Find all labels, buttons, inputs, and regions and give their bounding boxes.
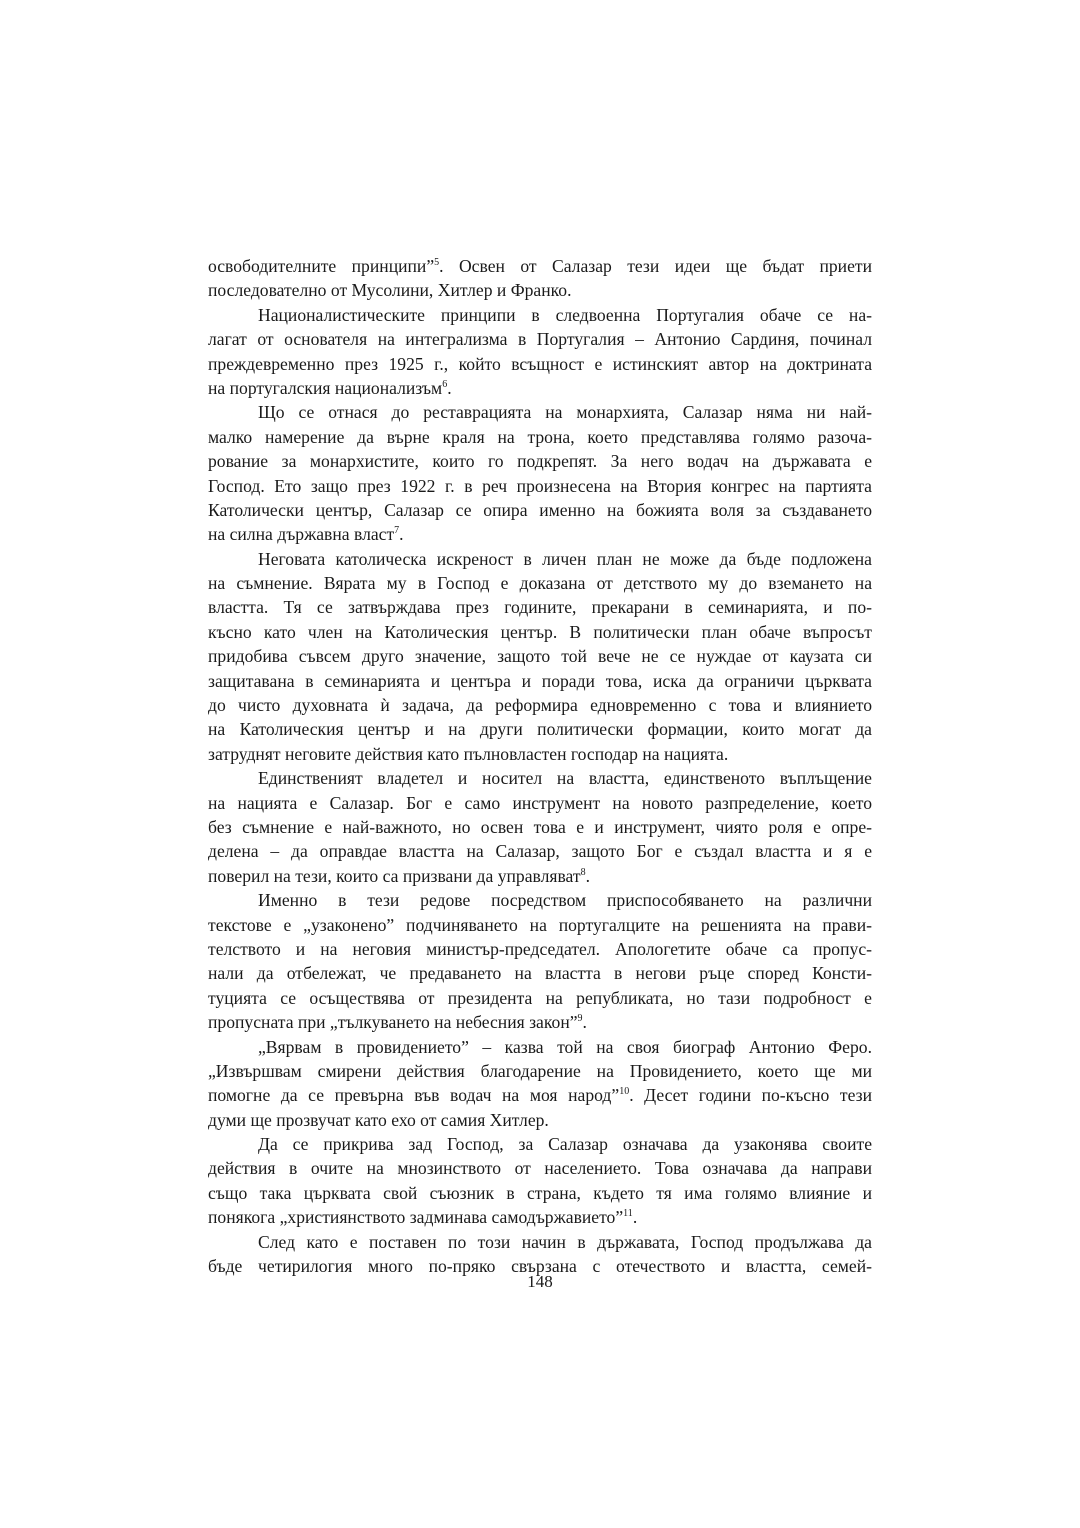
line-text: думи ще прозвучат като ехо от самия Хитлер. (208, 1109, 549, 1130)
text-line (208, 693, 872, 717)
text-line (208, 522, 872, 546)
text-line (208, 644, 872, 668)
line-text: придобива съвсем друго значение, защото той вече не се нуждае от каузата си (208, 646, 872, 667)
line-text: туцията се осъществява от президента на републиката, но тази подробност е (208, 987, 872, 1008)
line-text: текстове е „узаконено” подчиняването на португалците на решенията на прави- (208, 914, 872, 935)
line-text: Неговата католическа искреност в личен план не може да бъде подложена (258, 548, 872, 569)
line-text: „Извършвам смирени действия благодарение на Провидението, което ще ми (208, 1060, 872, 1081)
line-text-after-footnote: . (632, 1207, 638, 1228)
text-line (208, 1156, 872, 1180)
text-line (208, 1230, 872, 1254)
line-text: затруднят неговите действия като пълновластен господар на нацията. (208, 743, 729, 764)
line-text: властта. Тя се затвърждава през годините, прекарани в семинарията, и по- (208, 597, 872, 618)
text-line (208, 1083, 872, 1107)
footnote-marker: 9 (577, 1013, 583, 1025)
text-line (208, 669, 872, 693)
text-line (208, 1181, 872, 1205)
text-line (208, 254, 872, 278)
text-line (208, 620, 872, 644)
line-text: Да се прикрива зад Господ, за Салазар означава да узаконява своите (258, 1134, 872, 1155)
paragraph (208, 303, 872, 401)
line-text: на Католическия център и на други политически формации, които могат да (208, 719, 872, 740)
line-text: на португалския национализъм (208, 377, 443, 398)
text-line (208, 303, 872, 327)
text-line (208, 571, 872, 595)
text-line (208, 278, 872, 302)
line-text: до чисто духовната ѝ задача, да реформира едновременно с това и влиянието (208, 695, 872, 716)
text-line (208, 376, 872, 400)
line-text: на нацията е Салазар. Бог е само инструмент на новото разпределение, което (208, 792, 872, 813)
text-line (208, 449, 872, 473)
line-text: на силна държавна власт (208, 524, 395, 545)
paragraph (208, 1035, 872, 1133)
text-line (208, 961, 872, 985)
line-text: късно като член на Католическия център. В политически план обаче въпросът (208, 621, 872, 642)
text-line (208, 937, 872, 961)
line-text: Националистическите принципи в следвоенна Португалия обаче се на- (258, 304, 872, 325)
text-line (208, 327, 872, 351)
line-text: на съмнение. Вярата му в Господ е доказана от детството му до вземането на (208, 573, 872, 594)
text-line (208, 1059, 872, 1083)
line-text: След като е поставен по този начин в държавата, Господ продължава да (258, 1231, 872, 1252)
line-text: преждевременно през 1925 г., който всъщност е истинският автор на доктрината (208, 353, 872, 374)
line-text: действия в очите на мнозинството от населението. Това означава да направи (208, 1158, 872, 1179)
text-line (208, 864, 872, 888)
text-line (208, 888, 872, 912)
line-text: Именно в тези редове посредством приспособяването на различни (258, 890, 872, 911)
footnote-marker: 5 (434, 257, 440, 269)
paragraph (208, 766, 872, 888)
footnote-marker: 11 (623, 1208, 633, 1220)
text-line (208, 1010, 872, 1034)
line-text: също така църквата свой съюзник в страна, където тя има голямо влияние и (208, 1182, 872, 1203)
line-text-after-footnote: . (399, 524, 404, 545)
line-text-after-footnote: . (447, 377, 452, 398)
line-text: лагат от основателя на интегрализма в Португалия – Антонио Сардиня, починал (208, 329, 872, 350)
line-text: поверил на тези, които са призвани да управляват (208, 865, 581, 886)
line-text: без съмнение е най-важното, но освен това е и инструмент, чиято роля е опре- (208, 816, 872, 837)
line-text: бъде четирилогия много по-пряко свързана с отечеството и властта, семей- (208, 1256, 872, 1277)
line-text: рование за монархистите, които го подкрепят. За него водач на държавата е (208, 451, 872, 472)
paragraph (208, 547, 872, 767)
text-line (208, 815, 872, 839)
body-text (208, 254, 872, 1278)
line-text: делена – да оправдае властта на Салазар, защото Бог е създал властта и я е (208, 841, 872, 862)
line-text-after-footnote: . (585, 865, 591, 886)
line-text: „Вярвам в провидението” – казва той на своя биограф Антонио Феро. (258, 1036, 872, 1057)
text-line (208, 1108, 872, 1132)
text-line (208, 595, 872, 619)
footnote-marker: 6 (442, 379, 448, 391)
text-line (208, 913, 872, 937)
text-line (208, 400, 872, 424)
line-text: помогне да се превърна във водач на моя народ” (208, 1085, 620, 1106)
footnote-marker: 8 (580, 866, 586, 878)
paragraph (208, 1132, 872, 1230)
line-text: Що се отнася до реставрацията на монархията, Салазар няма ни най- (258, 402, 872, 423)
line-text: понякога „християнството задминава самодържавието” (208, 1207, 624, 1228)
line-text: последователно от Мусолини, Хитлер и Франко. (208, 280, 572, 301)
line-text: нали да отбележат, че предаването на властта в негови ръце според Консти- (208, 963, 872, 984)
text-line (208, 839, 872, 863)
footnote-marker: 7 (394, 525, 400, 537)
line-text: Господ. Ето защо през 1922 г. в реч произнесена на Втория конгрес на партията (208, 475, 872, 496)
line-text: Единственият владетел и носител на властта, единственото въплъщение (258, 768, 872, 789)
line-text: малко намерение да върне краля на трона, което представлява голямо разоча- (208, 426, 872, 447)
text-line (208, 1205, 872, 1229)
line-text-after-footnote: . (582, 1012, 587, 1033)
text-line (208, 1132, 872, 1156)
line-text: Католически център, Салазар се опира именно на божията воля за създаването (208, 499, 872, 520)
text-line (208, 717, 872, 741)
text-line (208, 425, 872, 449)
text-line (208, 498, 872, 522)
text-line (208, 742, 872, 766)
page-number: 148 (527, 1272, 553, 1291)
text-line (208, 986, 872, 1010)
paragraph (208, 254, 872, 303)
text-line (208, 474, 872, 498)
line-text: пропусната при „тълкуването на небесния закон” (208, 1012, 578, 1033)
paragraph (208, 400, 872, 546)
line-text-after-footnote: . Освен от Салазар тези идеи ще бъдат приети (439, 256, 873, 276)
text-line (208, 766, 872, 790)
paragraph (208, 888, 872, 1034)
line-text: защитавана в семинарията и центъра и поради това, иска да ограничи църквата (208, 670, 872, 691)
line-text: освободителните принципи” (208, 256, 435, 276)
footnote-marker: 10 (619, 1086, 630, 1098)
text-line (208, 547, 872, 571)
line-text: телството и на неговия министър-председател. Апологетите обаче са пропус- (208, 938, 872, 959)
text-line (208, 352, 872, 376)
text-line (208, 1035, 872, 1059)
text-line (208, 791, 872, 815)
line-text-after-footnote: . Десет години по-късно тези (629, 1085, 872, 1106)
